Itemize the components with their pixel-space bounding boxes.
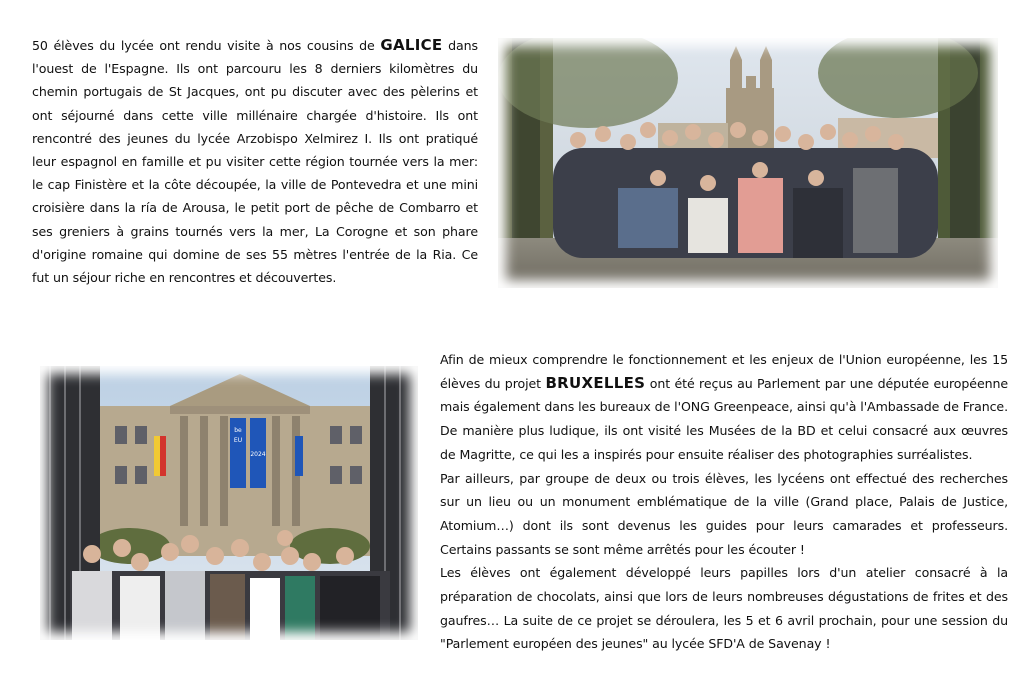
- bruxelles-photo-illustration: [40, 366, 418, 640]
- galice-photo-illustration: [498, 38, 998, 288]
- bruxelles-paragraph-3: Les élèves ont également développé leurs papilles lors d'un atelier consacré à la préparation de chocolats, ainsi que lors de leurs nombreuses dégustations de frites et des gaufres… La suite de ce projet se déroulera, les 5 et 6 avril prochain, pour une session du "Parlement européen des jeunes" au lycée SFD'A de Savenay !: [440, 565, 1008, 652]
- bruxelles-group-photo: [40, 366, 418, 640]
- bruxelles-highlight: BRUXELLES: [545, 373, 646, 392]
- bruxelles-article: [440, 348, 1008, 656]
- galice-highlight: GALICE: [380, 36, 443, 54]
- banner-text: be: [234, 427, 242, 434]
- banner-text: EU: [233, 437, 243, 444]
- galice-article: [32, 34, 478, 289]
- galice-paragraph: 50 élèves du lycée ont rendu visite à nos cousins de GALICE dans l'ouest de l'Espagne. Ils ont parcouru les 8 derniers kilomètres du chemin portugais de St Jacques, ont pu discuter avec des pèlerins et ont séjourné dans cette ville millénaire chargée d'histoire. Ils ont rencontré des jeunes du lycée Arzobispo Xelmirez I. Ils ont pratiqué leur espagnol en famille et pu visiter cette région tournée vers la mer: le cap Finistère et la côte découpée, la ville de Pontevedra et une mini croisière dans la ría de Arousa, le petit port de pêche de Combarro et ses greniers à grains tournés vers la mer, La Corogne et son phare d'origine romaine qui domine de ses 55 mètres l'entrée de la Ria. Ce fut un séjour riche en rencontres et découvertes.: [32, 36, 478, 286]
- banner-text: 2024: [250, 451, 266, 458]
- bruxelles-paragraph-2: Par ailleurs, par groupe de deux ou trois élèves, les lycéens ont effectué des recherches sur un lieu ou un monument emblématique de la ville (Grand place, Palais de Justice, Atomium…) dont ils sont devenus les guides pour leurs camarades et professeurs. Certains passants se sont même arrêtés pour les écouter !: [440, 470, 1008, 557]
- bruxelles-paragraph-1: Afin de mieux comprendre le fonctionnement et les enjeux de l'Union européenne, les 15 élèves du projet BRUXELLES ont été reçus au Parlement par une députée européenne mais également dans les bureaux de l'ONG Greenpeace, ainsi qu'à l'Ambassade de France. De manière plus ludique, ils ont visité les Musées de la BD et celui consacré aux œuvres de Magritte, ce qui les a inspirés pour ensuite réaliser des photographies surréalistes.: [440, 352, 1008, 462]
- galice-group-photo: [498, 38, 998, 288]
